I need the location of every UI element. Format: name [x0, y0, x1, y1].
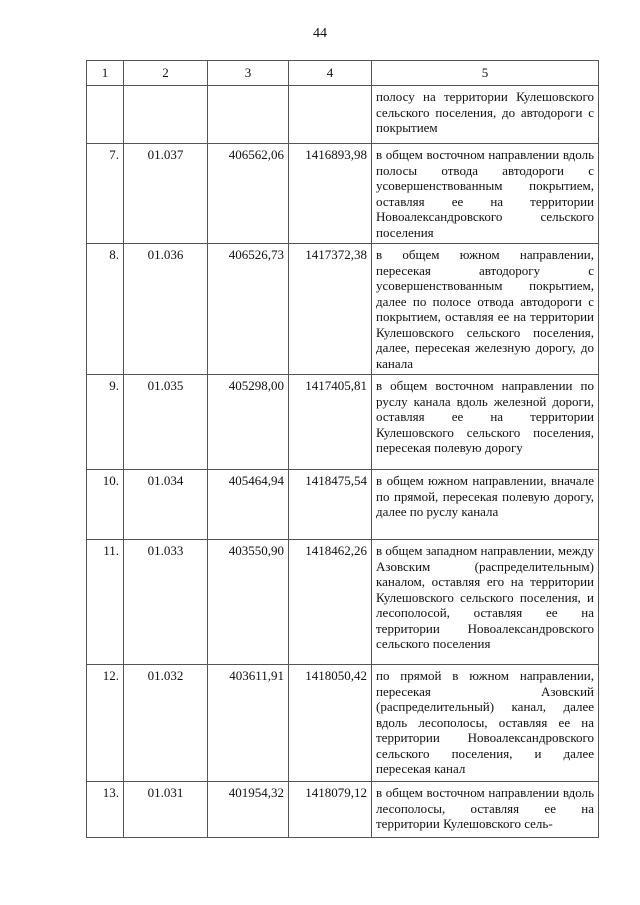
row-number: 11. [87, 540, 124, 665]
coord-y [289, 86, 372, 144]
coord-x: 406526,73 [208, 244, 289, 375]
column-header: 3 [208, 61, 289, 86]
point-code: 01.036 [124, 244, 208, 375]
point-code: 01.032 [124, 665, 208, 782]
boundary-description: в общем южном направлении, пересекая автодорогу с усовершенствованным покрытием, далее по полосе отвода автодороги с покрытием, оставляя ее на территории Кулешовского сельского поселения, далее, пересекая железную дорогу, до канала [372, 244, 599, 375]
coord-y: 1418079,12 [289, 782, 372, 838]
point-code: 01.034 [124, 470, 208, 540]
coord-x: 405464,94 [208, 470, 289, 540]
boundary-description: полосу на территории Кулешовского сельского поселения, до автодороги с покрытием [372, 86, 599, 144]
coord-x: 406562,06 [208, 144, 289, 244]
coord-x: 403550,90 [208, 540, 289, 665]
table-row [87, 665, 599, 782]
boundary-description: в общем восточном направлении вдоль лесополосы, оставляя ее на территории Кулешовского сель- [372, 782, 599, 838]
row-number [87, 86, 124, 144]
table-row [87, 86, 599, 144]
boundary-description: в общем южном направлении, вначале по прямой, пересекая полевую дорогу, далее по руслу канала [372, 470, 599, 540]
coord-x: 403611,91 [208, 665, 289, 782]
table-row [87, 144, 599, 244]
row-number: 7. [87, 144, 124, 244]
coord-x: 401954,32 [208, 782, 289, 838]
coord-x: 405298,00 [208, 375, 289, 470]
coord-y: 1416893,98 [289, 144, 372, 244]
table-row [87, 470, 599, 540]
page-number: 44 [313, 26, 327, 41]
column-header: 2 [124, 61, 208, 86]
row-number: 12. [87, 665, 124, 782]
table-row [87, 782, 599, 838]
column-header: 1 [87, 61, 124, 86]
row-number: 10. [87, 470, 124, 540]
boundary-description: по прямой в южном направлении, пересекая Азовский (распределительный) канал, далее вдоль лесополосы, оставляя ее на территории Новоалександровского сельского поселения, и далее пересекая канал [372, 665, 599, 782]
boundary-table [86, 60, 599, 838]
row-number: 9. [87, 375, 124, 470]
row-number: 8. [87, 244, 124, 375]
table-header-row [87, 61, 599, 86]
point-code [124, 86, 208, 144]
coord-y: 1417372,38 [289, 244, 372, 375]
point-code: 01.031 [124, 782, 208, 838]
column-header: 4 [289, 61, 372, 86]
column-header: 5 [372, 61, 599, 86]
coord-y: 1418050,42 [289, 665, 372, 782]
boundary-description: в общем восточном направлении по руслу канала вдоль железной дороги, оставляя ее на территории Кулешовского сельского поселения, пересекая полевую дорогу [372, 375, 599, 470]
table-row [87, 375, 599, 470]
point-code: 01.035 [124, 375, 208, 470]
table-row [87, 540, 599, 665]
row-number: 13. [87, 782, 124, 838]
table-row [87, 244, 599, 375]
coord-y: 1418462,26 [289, 540, 372, 665]
coord-y: 1418475,54 [289, 470, 372, 540]
boundary-description: в общем западном направлении, между Азовским (распределительным) каналом, оставляя его на территории Кулешовского сельского поселения, и лесополосой, оставляя ее на территории Новоалександровского сельского поселения [372, 540, 599, 665]
boundary-description: в общем восточном направлении вдоль полосы отвода автодороги с усовершенствованным покрытием, оставляя ее на территории Новоалександровского сельского поселения [372, 144, 599, 244]
coord-x [208, 86, 289, 144]
point-code: 01.033 [124, 540, 208, 665]
point-code: 01.037 [124, 144, 208, 244]
coord-y: 1417405,81 [289, 375, 372, 470]
